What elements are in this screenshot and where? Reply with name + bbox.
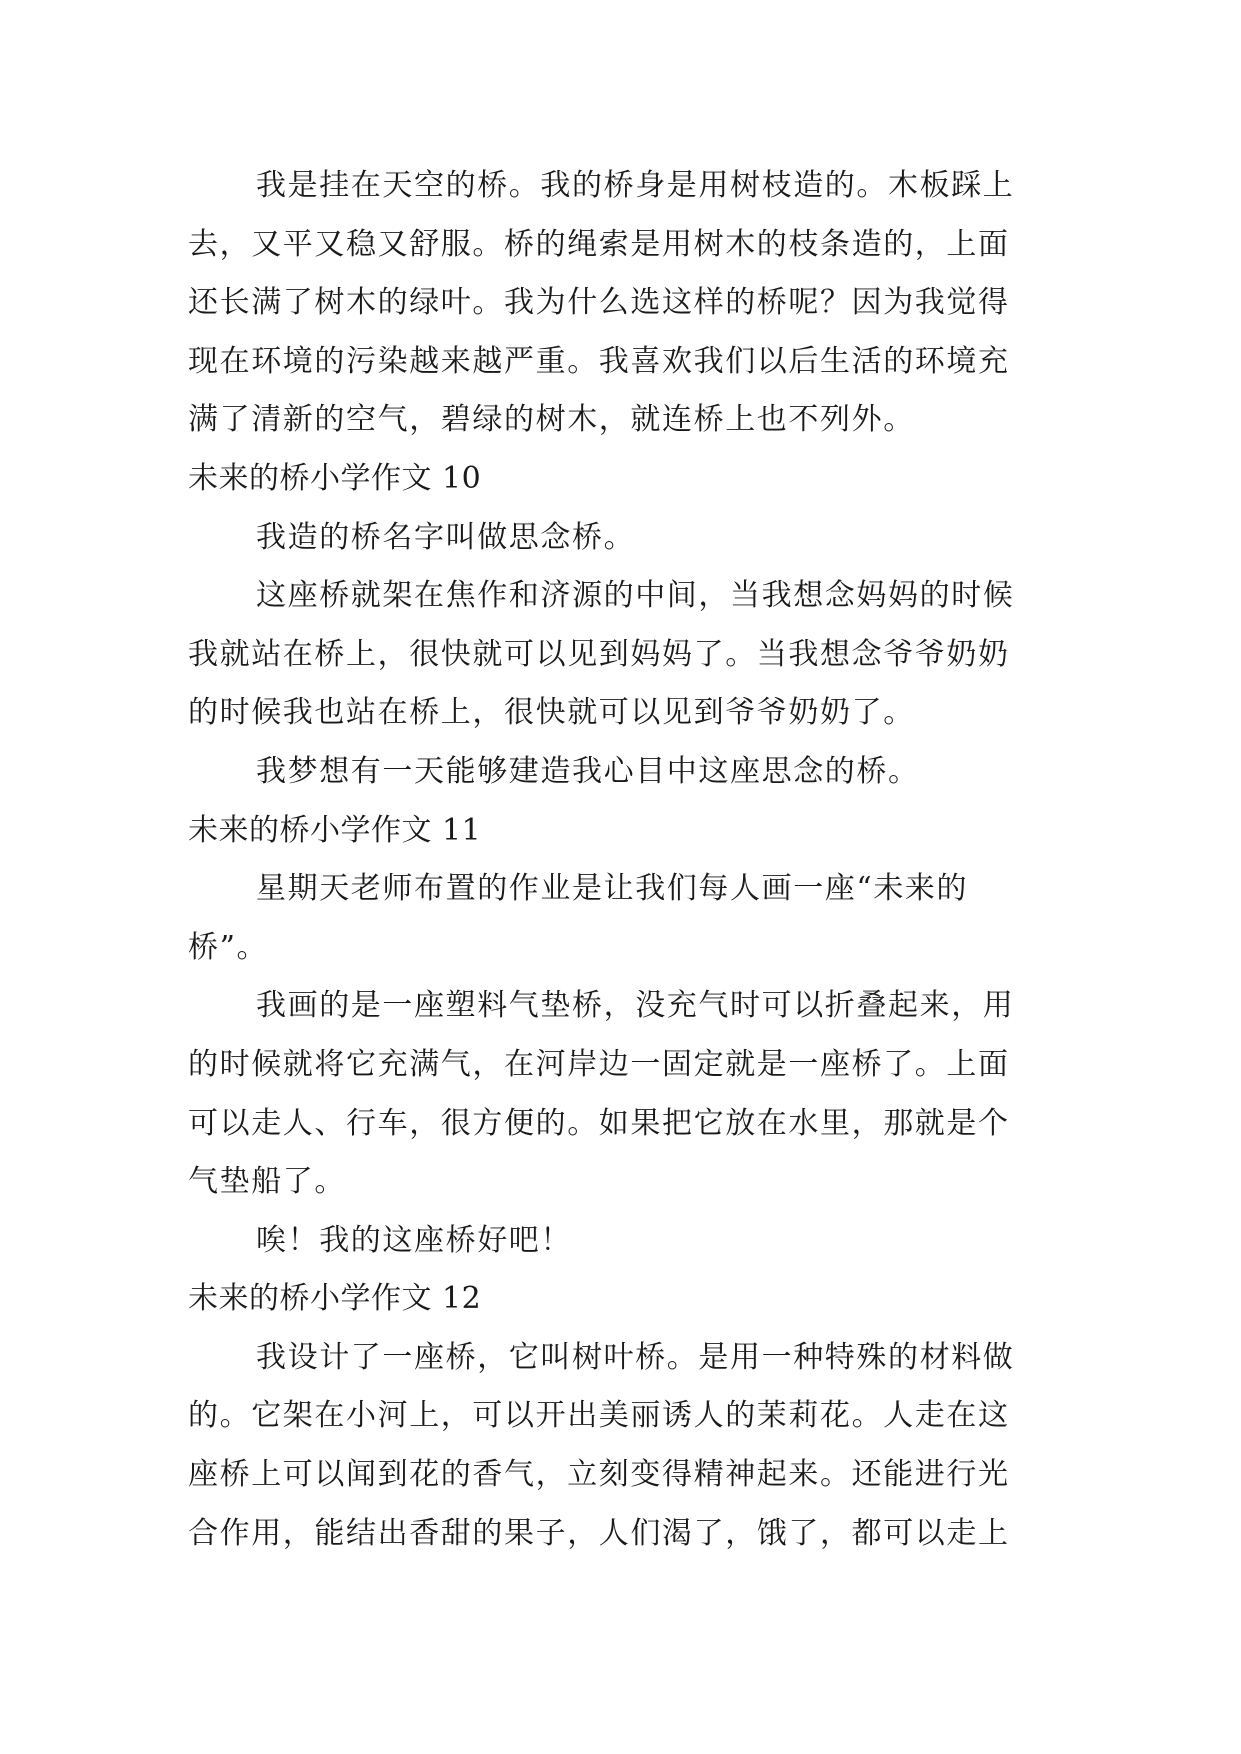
paragraph-line: 我是挂在天空的桥。我的桥身是用树枝造的。木板踩上 [256, 168, 1015, 203]
paragraph-line: 星期天老师布置的作业是让我们每人画一座“未来的 [256, 871, 969, 907]
paragraph-line: 这座桥就架在焦作和济源的中间，当我想念妈妈的时候 [256, 578, 1015, 614]
paragraph-line: 我画的是一座塑料气垫桥，没充气时可以折叠起来，用 [256, 988, 1015, 1024]
section-heading: 未来的桥小学作文 10 [188, 460, 482, 496]
paragraph-line: 现在环境的污染越来越严重。我喜欢我们以后生活的环境充 [188, 343, 1010, 379]
paragraph-line: 座桥上可以闻到花的香气，立刻变得精神起来。还能进行光 [188, 1457, 1010, 1493]
paragraph-line: 我就站在桥上，很快就可以见到妈妈了。当我想念爷爷奶奶 [188, 636, 1010, 672]
paragraph-line: 气垫船了。 [188, 1164, 346, 1200]
paragraph-line: 我梦想有一天能够建造我心目中这座思念的桥。 [256, 753, 920, 789]
paragraph-line: 桥”。 [188, 929, 269, 965]
paragraph-line: 满了清新的空气，碧绿的树木，就连桥上也不列外。 [188, 402, 915, 438]
paragraph-line: 的时候就将它充满气，在河岸边一固定就是一座桥了。上面 [188, 1046, 1010, 1082]
paragraph-line: 我设计了一座桥，它叫树叶桥。是用一种特殊的材料做 [256, 1339, 1015, 1375]
paragraph-line: 我造的桥名字叫做思念桥。 [256, 519, 636, 555]
paragraph-line: 可以走人、行车，很方便的。如果把它放在水里，那就是个 [188, 1105, 1010, 1141]
paragraph-line: 的时候我也站在桥上，很快就可以见到爷爷奶奶了。 [188, 695, 915, 731]
paragraph-line: 合作用，能结出香甜的果子，人们渴了，饿了，都可以走上 [188, 1515, 1010, 1551]
section-heading: 未来的桥小学作文 11 [188, 812, 482, 848]
paragraph-line: 去，又平又稳又舒服。桥的绳索是用树木的枝条造的，上面 [188, 226, 1010, 262]
section-heading: 未来的桥小学作文 12 [188, 1281, 482, 1317]
paragraph-line: 还长满了树木的绿叶。我为什么选这样的桥呢？因为我觉得 [188, 285, 1010, 321]
document-body [188, 157, 1060, 1563]
paragraph-line: 的。它架在小河上，可以开出美丽诱人的茉莉花。人走在这 [188, 1398, 1010, 1434]
paragraph-line: 唉！我的这座桥好吧！ [256, 1222, 572, 1258]
